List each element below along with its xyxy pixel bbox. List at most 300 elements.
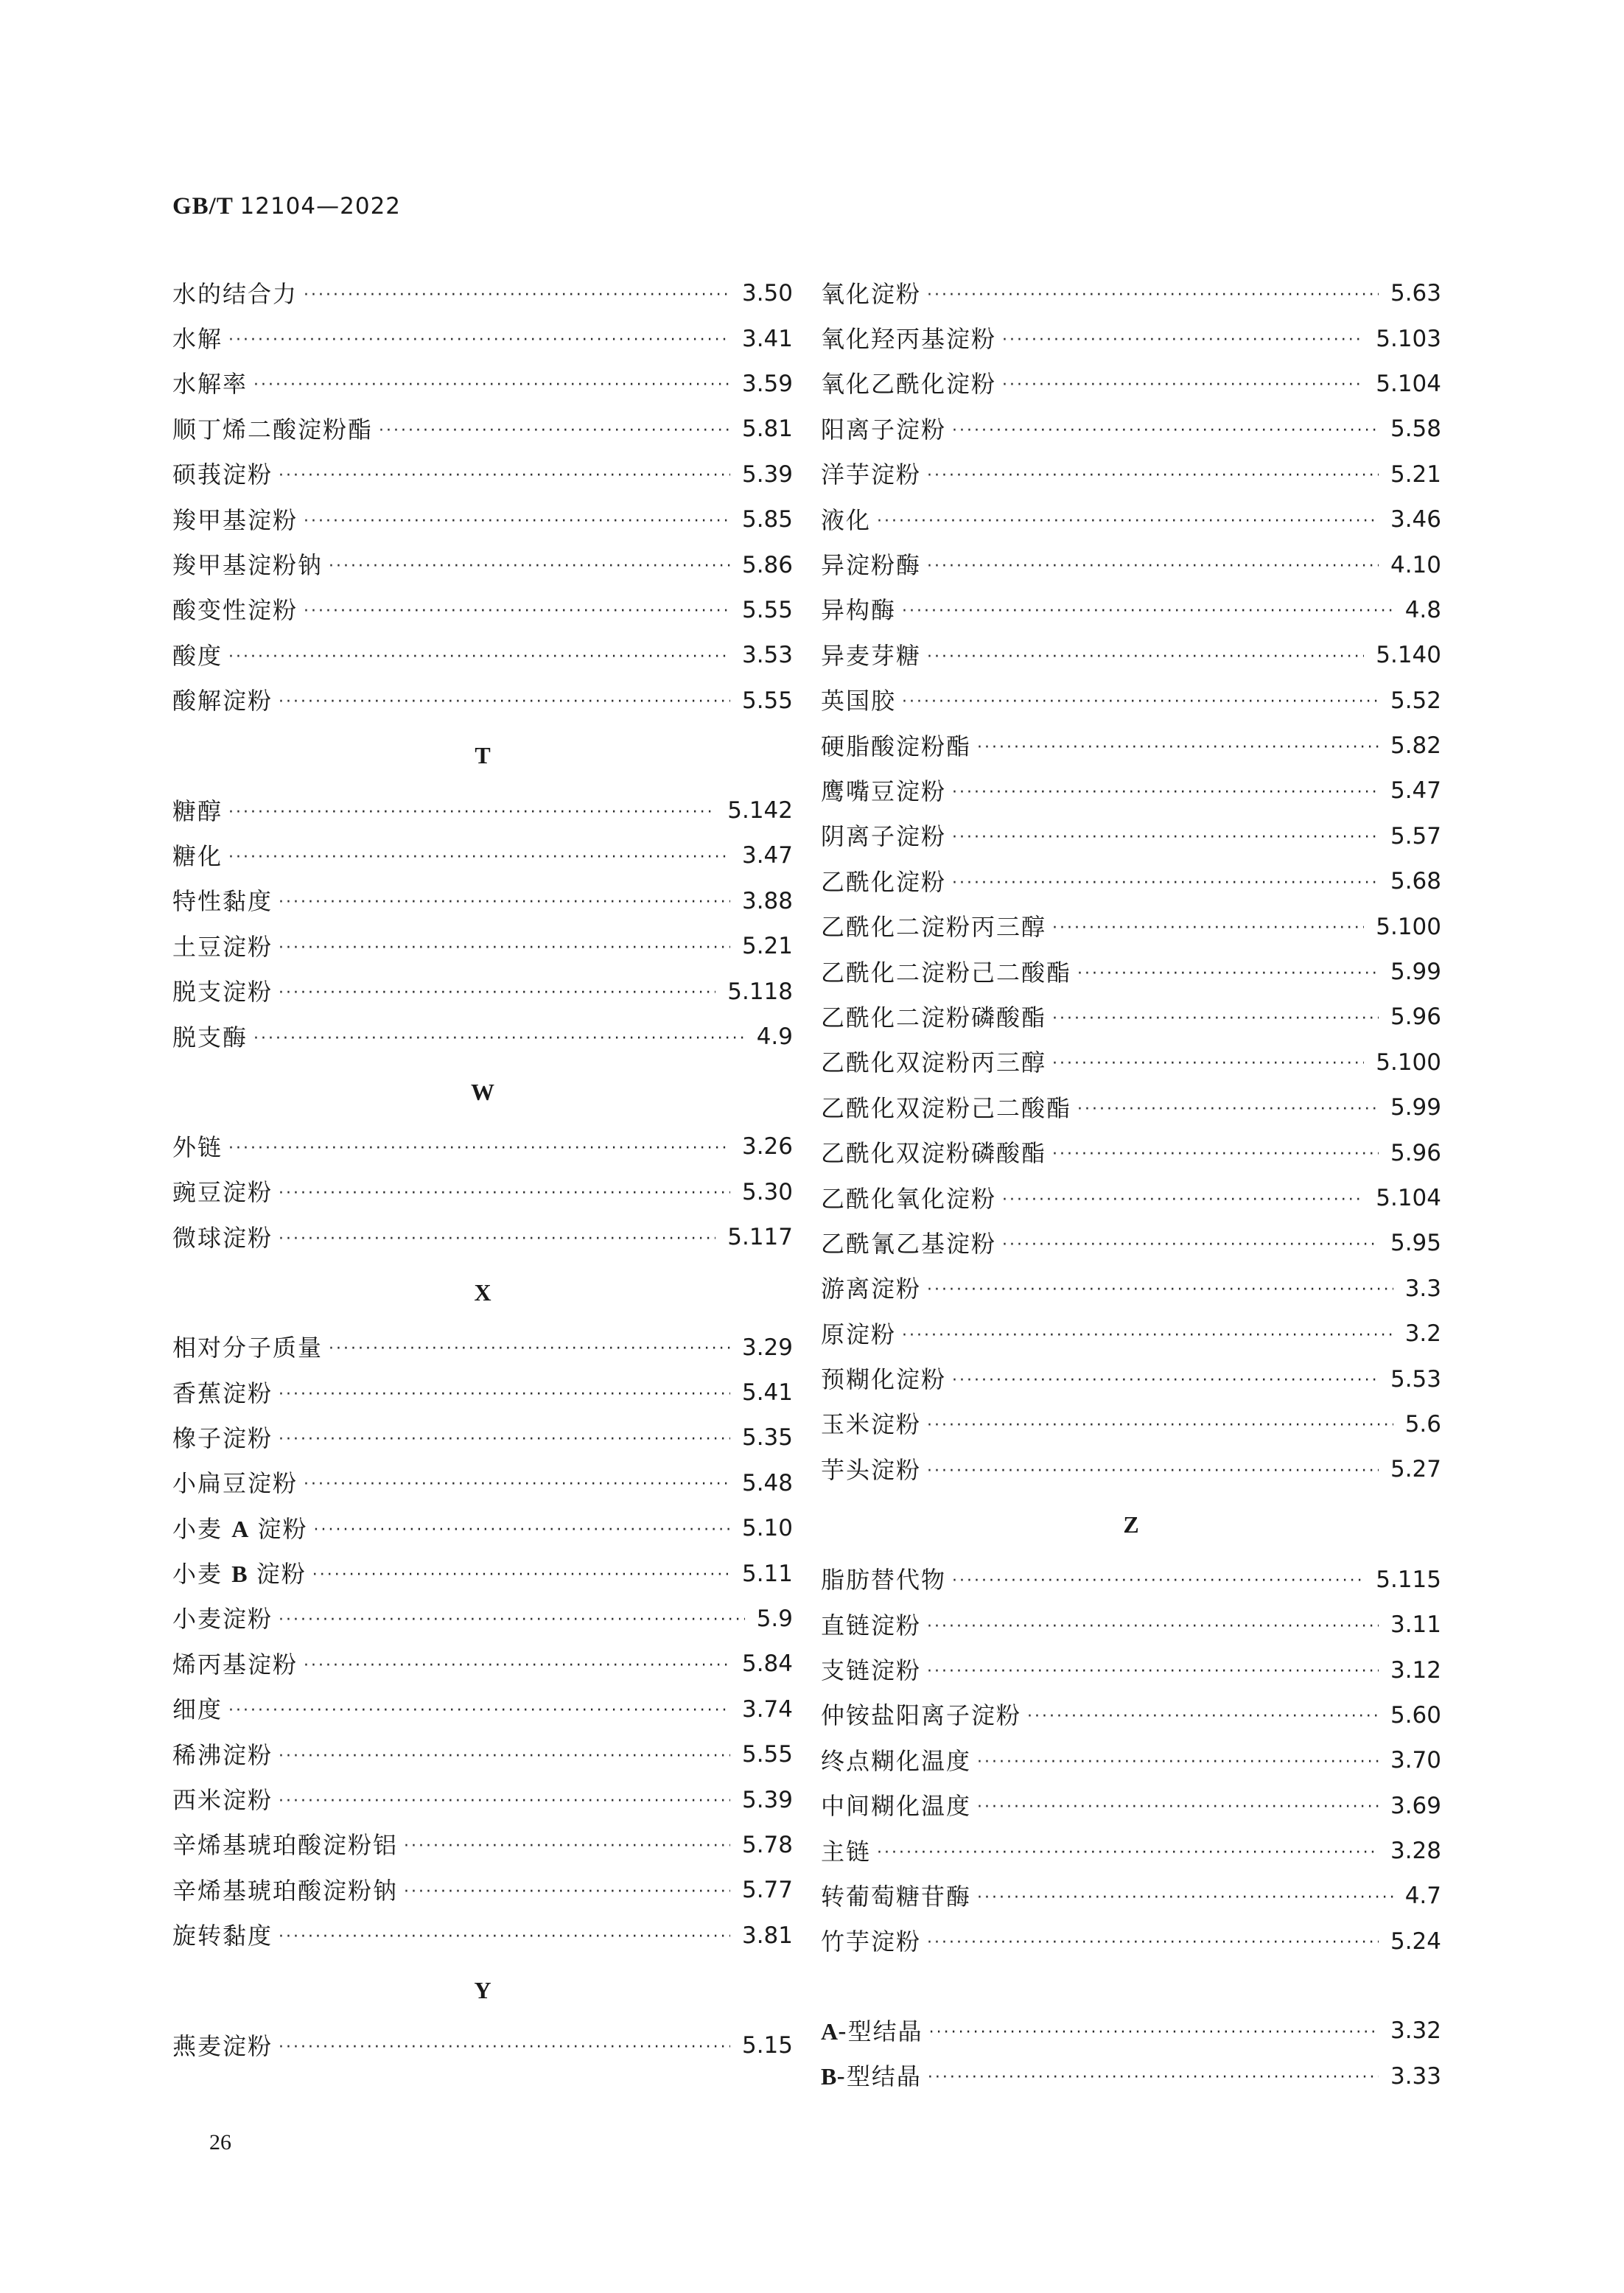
index-entry — [172, 362, 793, 407]
index-entry — [821, 814, 1441, 859]
index-term: 英国胶 — [821, 687, 897, 715]
leader-dots — [1027, 1709, 1379, 1725]
index-term: 竹芋淀粉 — [821, 1928, 922, 1956]
index-entry — [172, 407, 793, 452]
index-entry — [821, 724, 1441, 769]
index-term: 乙酰化二淀粉丙三醇 — [821, 913, 1047, 942]
leader-dots — [404, 1838, 730, 1855]
index-entry — [821, 1402, 1441, 1447]
index-term-part: 淀粉 — [256, 1560, 307, 1589]
leader-dots — [952, 830, 1379, 846]
leader-dots — [1002, 332, 1364, 349]
leader-dots — [927, 1418, 1393, 1434]
clause-reference: 5.55 — [741, 1741, 793, 1768]
clause-reference: 5.57 — [1390, 822, 1441, 850]
index-term: 酸变性淀粉 — [172, 596, 298, 625]
index-term: 燕麦淀粉 — [172, 2031, 273, 2060]
clause-reference: 5.100 — [1376, 913, 1441, 940]
clause-reference: 3.88 — [741, 887, 793, 914]
leader-dots — [927, 287, 1379, 304]
leader-dots — [279, 2040, 730, 2056]
index-entry — [172, 679, 793, 724]
index-term: 液化 — [821, 505, 872, 534]
clause-reference: 5.78 — [741, 1831, 793, 1858]
index-term: 相对分子质量 — [172, 1334, 323, 1362]
index-entry — [172, 271, 793, 316]
clause-reference: 5.41 — [741, 1379, 793, 1406]
clause-reference: 5.104 — [1376, 1185, 1441, 1211]
clause-reference: 5.47 — [1390, 777, 1441, 805]
index-term: 豌豆淀粉 — [172, 1178, 273, 1207]
clause-reference: 5.55 — [741, 596, 793, 623]
clause-reference: 5.39 — [741, 1786, 793, 1813]
group-spacer — [821, 1964, 1441, 2009]
index-entry — [172, 1687, 793, 1732]
leader-dots — [927, 1282, 1393, 1298]
clause-reference: 3.59 — [741, 370, 793, 397]
leader-dots — [304, 603, 730, 620]
index-term — [172, 1514, 308, 1543]
clause-reference: 5.115 — [1376, 1566, 1441, 1593]
leader-dots — [279, 1748, 730, 1765]
index-entry — [172, 542, 793, 587]
leader-dots — [927, 1619, 1379, 1635]
index-term: 硕莪淀粉 — [172, 461, 273, 489]
index-entry — [821, 452, 1441, 497]
leader-dots — [952, 785, 1379, 801]
clause-reference: 5.140 — [1376, 642, 1441, 669]
index-entry — [821, 271, 1441, 316]
clause-reference: 5.142 — [727, 797, 793, 825]
leader-dots — [312, 1567, 730, 1583]
section-letter-x: X — [474, 1278, 491, 1306]
index-term: 中间糊化温度 — [821, 1792, 972, 1821]
index-term: 脂肪替代物 — [821, 1566, 947, 1594]
leader-dots — [279, 1231, 715, 1247]
leader-dots — [952, 1373, 1379, 1389]
clause-reference: 5.81 — [741, 416, 793, 443]
leader-dots — [1052, 1056, 1364, 1072]
index-term: 仲铵盐阳离子淀粉 — [821, 1701, 1022, 1730]
clause-reference: 3.74 — [741, 1695, 793, 1723]
leader-dots — [313, 1522, 729, 1538]
index-entry — [172, 1551, 793, 1596]
leader-dots — [253, 377, 730, 393]
index-term: 异麦芽糖 — [821, 641, 922, 670]
index-entry — [821, 542, 1441, 587]
leader-dots — [927, 1935, 1379, 1951]
index-term: 酸度 — [172, 641, 223, 670]
leader-dots — [253, 1031, 745, 1047]
clause-reference: 5.100 — [1376, 1049, 1441, 1076]
leader-dots — [927, 468, 1379, 484]
index-term: 乙酰化二淀粉磷酸酯 — [821, 1003, 1047, 1032]
leader-dots — [304, 287, 730, 304]
clause-reference: 4.9 — [756, 1023, 793, 1051]
clause-reference: 5.118 — [727, 978, 793, 1005]
index-term — [821, 2017, 923, 2045]
index-entry — [821, 633, 1441, 678]
leader-dots — [877, 514, 1379, 530]
leader-dots — [279, 985, 715, 1001]
leader-dots — [228, 1703, 730, 1719]
leader-dots — [279, 694, 730, 710]
index-term: 辛烯基琥珀酸淀粉钠 — [172, 1876, 399, 1905]
index-term: 异构酶 — [821, 596, 897, 625]
leader-dots — [279, 1387, 730, 1403]
clause-reference: 3.46 — [1390, 506, 1441, 533]
index-entry — [821, 1267, 1441, 1312]
clause-reference: 5.85 — [741, 506, 793, 533]
section-letter-y: Y — [474, 1977, 491, 2004]
leader-dots — [279, 1432, 730, 1448]
clause-reference: 5.30 — [741, 1178, 793, 1205]
index-entry — [821, 497, 1441, 542]
index-term: 主链 — [821, 1837, 872, 1866]
clause-reference: 4.7 — [1404, 1883, 1441, 1910]
index-term: 乙酰化二淀粉己二酸酯 — [821, 958, 1072, 987]
leader-dots — [1077, 966, 1379, 982]
index-entry — [821, 588, 1441, 633]
index-entry — [821, 2009, 1441, 2054]
clause-reference: 3.11 — [1390, 1611, 1441, 1639]
index-term: 水解率 — [172, 370, 248, 399]
index-term: 辛烯基琥珀酸淀粉铝 — [172, 1831, 399, 1860]
index-entry — [172, 924, 793, 969]
clause-reference: 5.6 — [1404, 1410, 1441, 1438]
index-entry — [172, 588, 793, 633]
clause-reference: 5.95 — [1390, 1230, 1441, 1257]
index-entry — [172, 1506, 793, 1551]
leader-dots — [902, 694, 1379, 710]
leader-dots — [228, 1141, 730, 1157]
clause-reference: 3.28 — [1390, 1838, 1441, 1865]
index-term: 水的结合力 — [172, 279, 298, 308]
clause-reference: 5.99 — [1390, 1094, 1441, 1121]
clause-reference: 5.96 — [1390, 1004, 1441, 1031]
leader-dots — [952, 1573, 1364, 1589]
clause-reference: 5.52 — [1390, 687, 1441, 714]
leader-dots — [1052, 1011, 1379, 1027]
index-term: 糖醇 — [172, 797, 223, 825]
index-entry — [821, 1874, 1441, 1919]
index-term: 游离淀粉 — [821, 1275, 922, 1303]
leader-dots — [952, 875, 1379, 892]
index-entry — [821, 1176, 1441, 1221]
index-entry — [172, 1170, 793, 1215]
index-entry — [172, 633, 793, 678]
index-term: 橡子淀粉 — [172, 1424, 273, 1452]
index-term: 外链 — [172, 1133, 223, 1161]
leader-dots — [279, 468, 730, 484]
clause-reference: 5.58 — [1390, 416, 1441, 443]
index-entry — [172, 316, 793, 361]
leader-dots — [977, 740, 1379, 756]
index-entry — [821, 1447, 1441, 1492]
index-entry — [172, 497, 793, 542]
index-term — [172, 1560, 307, 1589]
index-term: 稀沸淀粉 — [172, 1740, 273, 1769]
clause-reference: 5.35 — [741, 1424, 793, 1452]
leader-dots — [279, 1612, 745, 1628]
clause-reference: 5.21 — [741, 933, 793, 960]
index-entry — [172, 1597, 793, 1642]
leader-dots — [279, 1186, 730, 1202]
clause-reference: 3.50 — [741, 280, 793, 307]
leader-dots — [902, 1328, 1393, 1344]
index-term-latin: A — [231, 1515, 249, 1542]
leader-dots — [928, 2070, 1379, 2086]
index-term: 氧化淀粉 — [821, 279, 922, 308]
leader-dots — [279, 940, 730, 956]
index-term: 原淀粉 — [821, 1320, 897, 1348]
clause-reference: 5.84 — [741, 1650, 793, 1678]
leader-dots — [279, 1793, 730, 1810]
leader-dots — [1002, 377, 1364, 393]
clause-reference: 5.82 — [1390, 732, 1441, 760]
index-term — [821, 2062, 922, 2091]
leader-dots — [379, 423, 730, 439]
index-term: 洋芋淀粉 — [821, 461, 922, 489]
index-term: 顺丁烯二酸淀粉酯 — [172, 415, 374, 444]
index-term-part: 小麦 — [172, 1560, 223, 1589]
index-entry — [821, 1221, 1441, 1266]
clause-reference: 3.53 — [741, 642, 793, 669]
clause-reference: 5.96 — [1390, 1139, 1441, 1166]
index-entry — [172, 1823, 793, 1868]
index-entry — [172, 2023, 793, 2068]
index-entry — [821, 362, 1441, 407]
clause-reference: 5.39 — [741, 461, 793, 488]
index-term: 转葡萄糖苷酶 — [821, 1882, 972, 1911]
leader-dots — [228, 649, 730, 665]
index-term: 羧甲基淀粉钠 — [172, 551, 323, 580]
leader-dots — [1002, 1192, 1364, 1208]
clause-reference: 5.24 — [1390, 1928, 1441, 1955]
clause-reference: 3.3 — [1404, 1275, 1441, 1302]
clause-reference: 3.81 — [741, 1922, 793, 1949]
leader-dots — [228, 332, 730, 349]
clause-reference: 4.10 — [1390, 551, 1441, 578]
index-column-left — [172, 271, 793, 2068]
index-entry — [821, 679, 1441, 724]
index-entry — [172, 1415, 793, 1460]
index-term: 土豆淀粉 — [172, 932, 273, 961]
index-entry — [172, 1325, 793, 1370]
index-term: 芋头淀粉 — [821, 1455, 922, 1484]
leader-dots — [1052, 1146, 1379, 1163]
leader-dots — [329, 1341, 730, 1357]
clause-reference: 3.70 — [1390, 1747, 1441, 1774]
index-entry — [821, 1312, 1441, 1356]
index-term-latin: B — [231, 1561, 248, 1588]
index-column-right — [821, 271, 1441, 2099]
leader-dots — [977, 1799, 1379, 1816]
leader-dots — [279, 1929, 730, 1945]
leader-dots — [927, 649, 1364, 665]
index-term: 异淀粉酶 — [821, 551, 922, 580]
leader-dots — [404, 1884, 730, 1900]
index-term: 玉米淀粉 — [821, 1410, 922, 1439]
index-term: 预糊化淀粉 — [821, 1365, 947, 1394]
index-entry — [821, 1603, 1441, 1648]
index-entry — [821, 2054, 1441, 2098]
leader-dots — [228, 805, 715, 821]
leader-dots — [927, 1664, 1379, 1680]
index-entry — [821, 1919, 1441, 1964]
index-entry — [172, 879, 793, 924]
clause-reference: 5.63 — [1390, 280, 1441, 307]
index-entry — [172, 452, 793, 497]
clause-reference: 5.48 — [741, 1469, 793, 1496]
clause-reference: 3.32 — [1390, 2017, 1441, 2045]
clause-reference: 4.8 — [1404, 596, 1441, 623]
index-term: 阴离子淀粉 — [821, 822, 947, 851]
leader-dots — [902, 603, 1393, 620]
clause-reference: 5.27 — [1390, 1456, 1441, 1483]
clause-reference: 5.117 — [727, 1224, 793, 1251]
clause-reference: 5.99 — [1390, 959, 1441, 986]
index-entry — [821, 1693, 1441, 1738]
clause-reference: 3.12 — [1390, 1656, 1441, 1684]
clause-reference: 5.55 — [741, 687, 793, 714]
index-term: 水解 — [172, 325, 223, 354]
leader-dots — [279, 895, 730, 911]
clause-reference: 5.103 — [1376, 325, 1441, 352]
clause-reference: 3.2 — [1404, 1320, 1441, 1348]
standard-prefix: GB/T — [172, 193, 234, 220]
index-entry — [172, 1732, 793, 1777]
index-entry — [821, 1085, 1441, 1130]
leader-dots — [228, 850, 730, 866]
clause-reference: 5.68 — [1390, 868, 1441, 895]
index-term: 硬脂酸淀粉酯 — [821, 732, 972, 760]
index-entry — [172, 1015, 793, 1060]
leader-dots — [877, 1845, 1379, 1861]
index-entry — [821, 316, 1441, 361]
section-letter-t: T — [475, 742, 491, 769]
clause-reference: 5.10 — [741, 1515, 793, 1542]
index-term: 乙酰化淀粉 — [821, 867, 947, 896]
index-entry — [821, 859, 1441, 904]
index-term: 小扁豆淀粉 — [172, 1469, 298, 1498]
index-entry — [172, 1868, 793, 1913]
index-term: 终点糊化温度 — [821, 1746, 972, 1775]
index-term: 旋转黏度 — [172, 1922, 273, 1950]
leader-dots — [977, 1890, 1393, 1906]
index-entry — [172, 1777, 793, 1822]
index-entry — [172, 1642, 793, 1687]
index-term: 脱支酶 — [172, 1023, 248, 1051]
index-term: 氧化乙酰化淀粉 — [821, 370, 997, 399]
clause-reference: 5.60 — [1390, 1701, 1441, 1729]
leader-dots — [1002, 1237, 1379, 1253]
clause-reference: 3.41 — [741, 325, 793, 352]
leader-dots — [1077, 1102, 1379, 1118]
clause-reference: 5.9 — [756, 1605, 793, 1632]
leader-dots — [927, 1463, 1379, 1480]
clause-reference: 3.33 — [1390, 2062, 1441, 2090]
index-entry — [821, 769, 1441, 813]
index-term: 酸解淀粉 — [172, 687, 273, 715]
clause-reference: 5.77 — [741, 1877, 793, 1904]
index-entry — [821, 904, 1441, 949]
clause-reference: 3.29 — [741, 1334, 793, 1361]
index-entry — [821, 1558, 1441, 1603]
clause-reference: 3.69 — [1390, 1792, 1441, 1819]
index-term: 西米淀粉 — [172, 1786, 273, 1815]
index-entry — [821, 1648, 1441, 1692]
index-term: 香蕉淀粉 — [172, 1379, 273, 1407]
index-term: 羧甲基淀粉 — [172, 505, 298, 534]
index-term: 阳离子淀粉 — [821, 415, 947, 444]
section-letter-w: W — [471, 1078, 494, 1105]
index-term: 特性黏度 — [172, 887, 273, 916]
leader-dots — [304, 1658, 730, 1674]
index-entry — [821, 1738, 1441, 1783]
index-term: 直链淀粉 — [821, 1611, 922, 1639]
leader-dots — [977, 1754, 1379, 1771]
index-entry — [821, 407, 1441, 452]
clause-reference: 5.15 — [741, 2032, 793, 2059]
page-number: 26 — [209, 2130, 231, 2154]
index-term: 乙酰氰乙基淀粉 — [821, 1229, 997, 1258]
index-term: 细度 — [172, 1695, 223, 1724]
index-term-latin: B — [821, 2063, 837, 2090]
index-term: 微球淀粉 — [172, 1223, 273, 1252]
index-term: 鹰嘴豆淀粉 — [821, 777, 947, 805]
index-entry — [172, 788, 793, 833]
index-entry — [172, 833, 793, 878]
index-entry — [172, 1124, 793, 1169]
clause-reference: 3.47 — [741, 842, 793, 869]
index-term: 乙酰化双淀粉磷酸酯 — [821, 1139, 1047, 1168]
index-term: 脱支淀粉 — [172, 978, 273, 1007]
index-entry — [172, 1215, 793, 1260]
index-term-part: -型结晶 — [838, 2017, 923, 2045]
index-term: 乙酰化双淀粉丙三醇 — [821, 1049, 1047, 1077]
leader-dots — [304, 514, 730, 530]
clause-reference: 5.11 — [741, 1560, 793, 1587]
index-entry — [172, 1461, 793, 1506]
index-entry — [821, 1130, 1441, 1175]
index-term-part: -型结晶 — [836, 2062, 922, 2091]
index-term: 乙酰化双淀粉己二酸酯 — [821, 1093, 1072, 1122]
index-term-latin: A — [821, 2017, 839, 2045]
index-entry — [821, 1040, 1441, 1085]
index-term: 糖化 — [172, 841, 223, 870]
clause-reference: 5.86 — [741, 551, 793, 578]
index-entry — [821, 995, 1441, 1040]
index-term: 小麦淀粉 — [172, 1605, 273, 1634]
index-entry — [172, 1370, 793, 1415]
index-entry — [821, 1356, 1441, 1401]
index-entry — [821, 950, 1441, 995]
leader-dots — [304, 1477, 730, 1493]
index-term-part: 小麦 — [172, 1514, 223, 1543]
standard-number: 12104—2022 — [239, 193, 402, 220]
index-term: 氧化羟丙基淀粉 — [821, 325, 997, 354]
leader-dots — [927, 559, 1379, 575]
index-entry — [172, 1914, 793, 1958]
index-entry — [821, 1784, 1441, 1829]
leader-dots — [929, 2025, 1379, 2041]
index-term: 乙酰化氧化淀粉 — [821, 1184, 997, 1213]
clause-reference: 5.53 — [1390, 1365, 1441, 1393]
leader-dots — [952, 423, 1379, 439]
index-term: 支链淀粉 — [821, 1656, 922, 1685]
document-header — [172, 193, 401, 220]
